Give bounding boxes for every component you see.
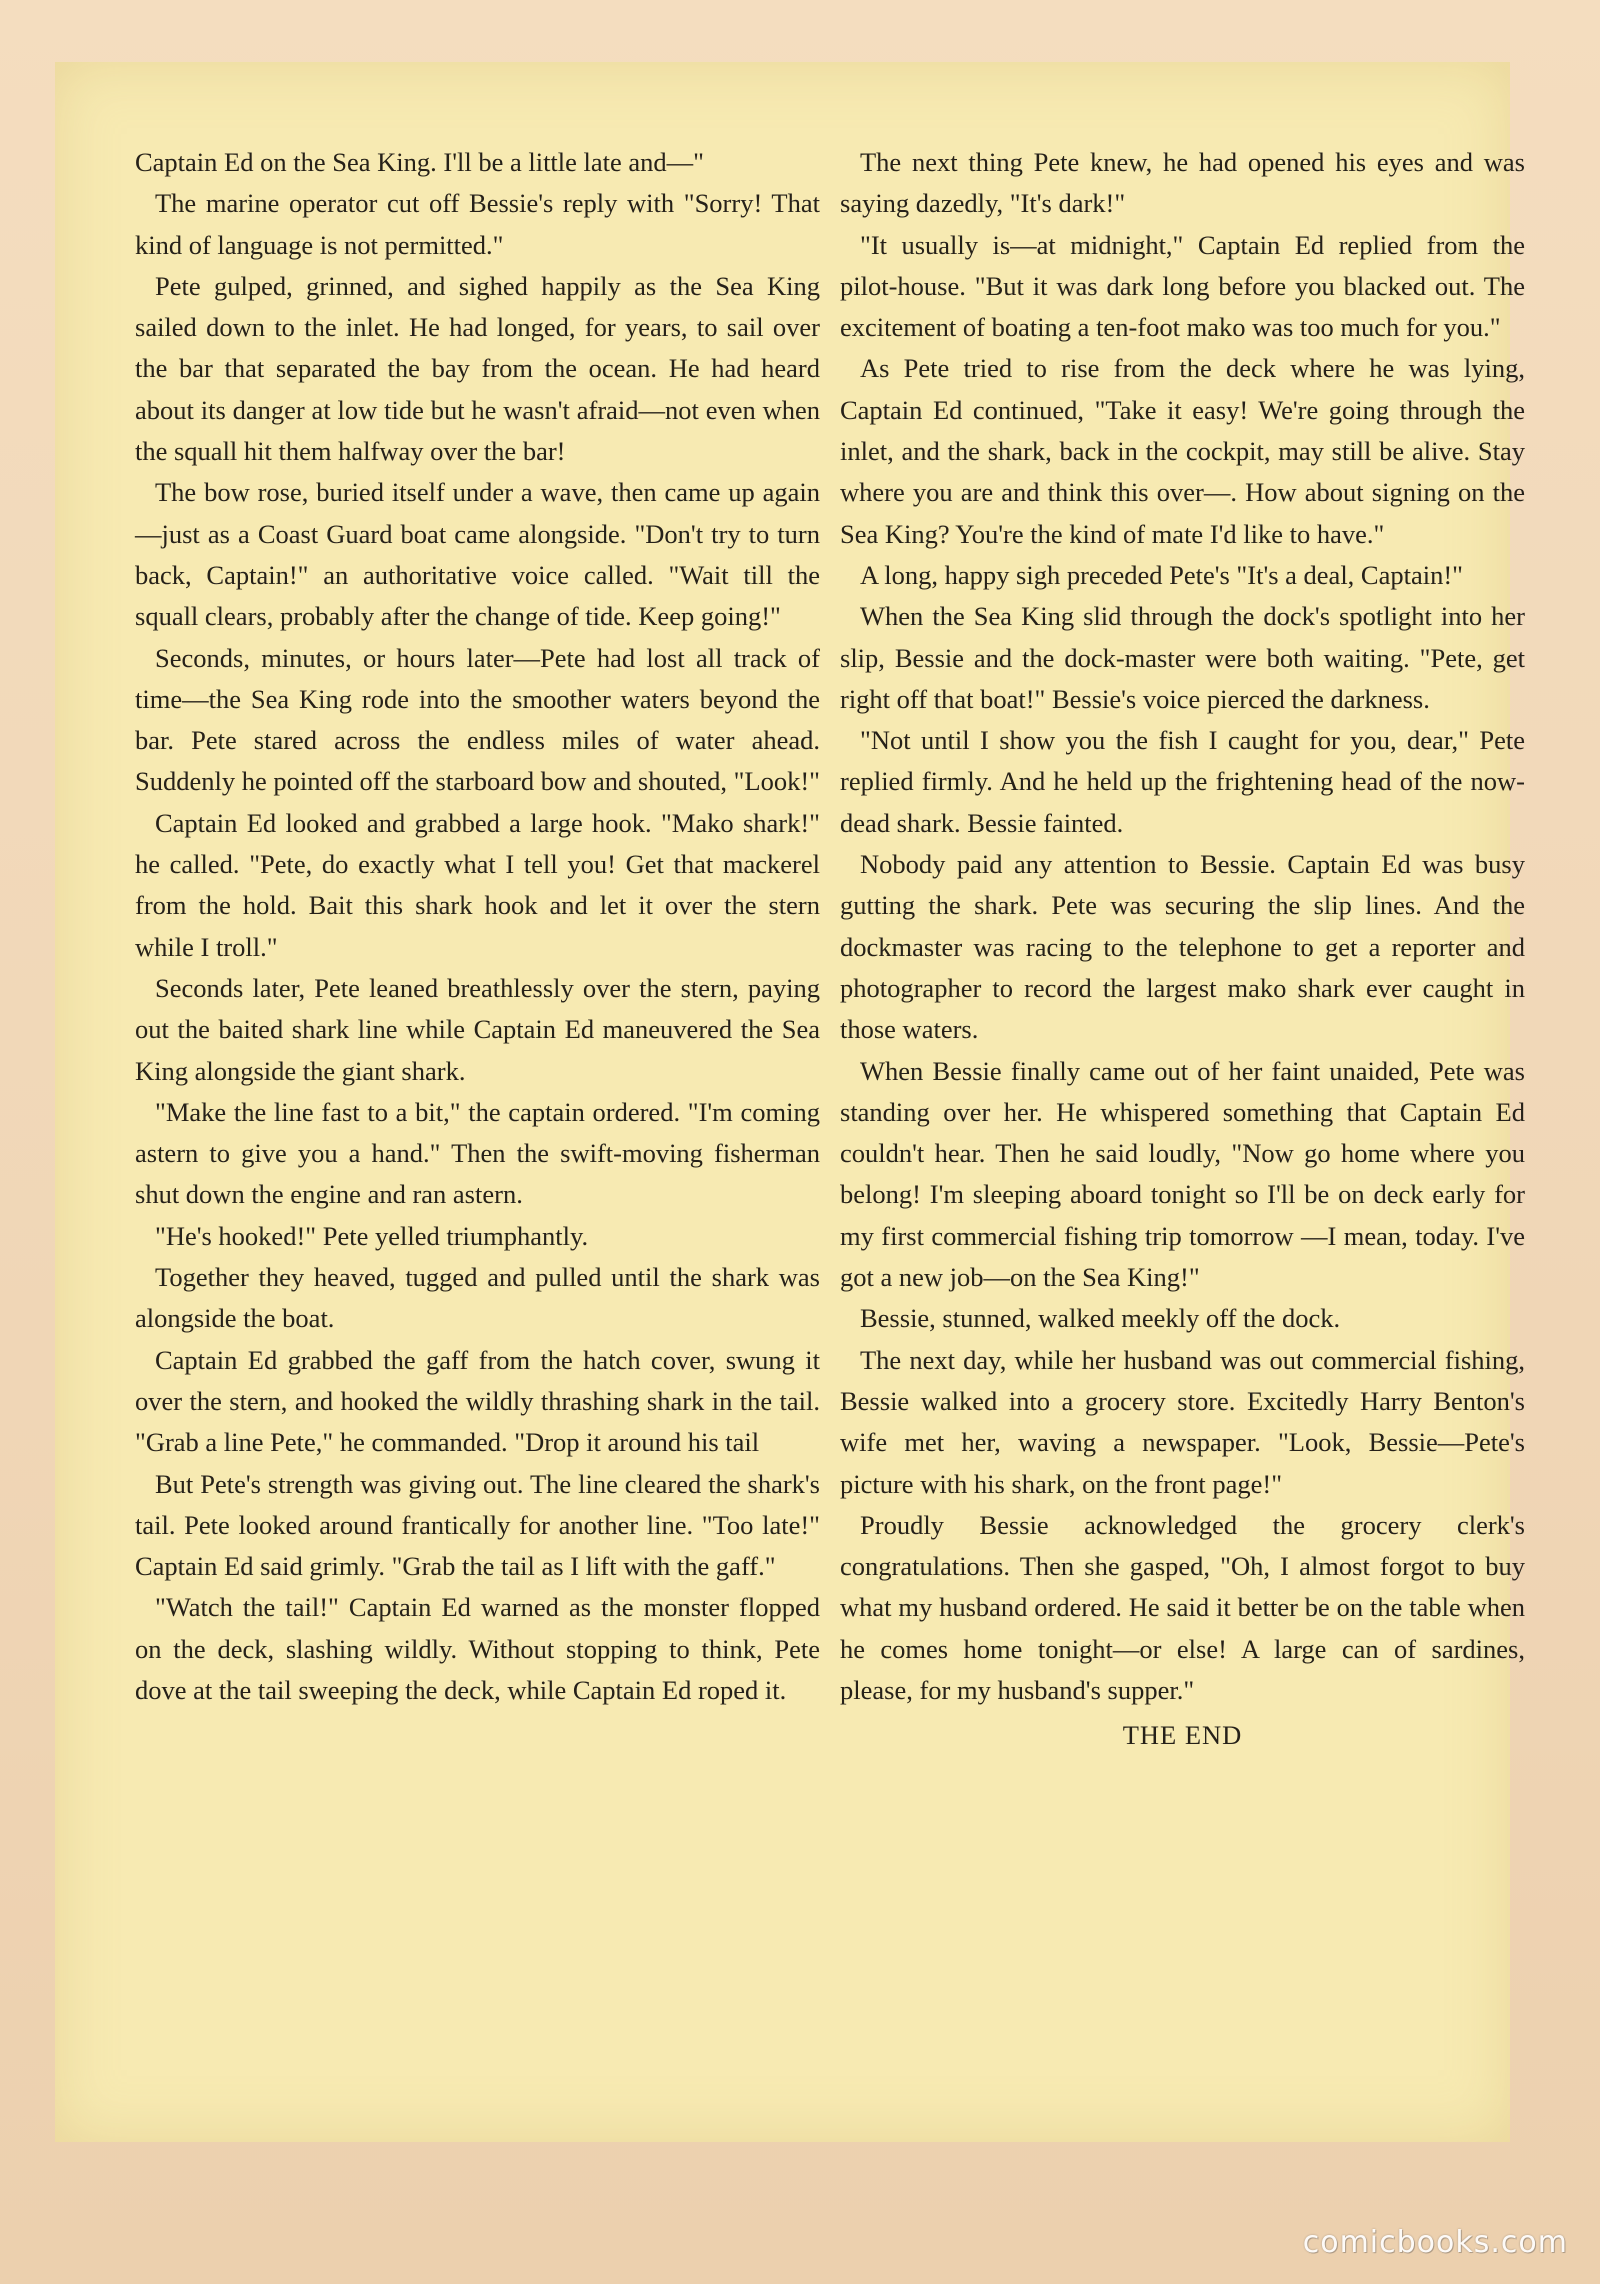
the-end-label: THE END	[1122, 1720, 1243, 1751]
story-paragraph: Captain Ed grabbed the gaff from the hatch cover, swung it over the stern, and hooked the wildly thrashing shark in the tail. "Grab a line Pete," he commanded. "Drop it around his tail	[135, 1344, 820, 1458]
story-paragraph: Proudly Bessie acknowledged the grocery clerk's congratulations. Then she gasped, "Oh, I almost forgot to buy what my husband ordered. He said it better be on the table when he comes home tonight—or else! A large can of sardines, please, for my husband's supper."	[840, 1509, 1525, 1705]
story-paragraph: Captain Ed looked and grabbed a large hook. "Mako shark!" he called. "Pete, do exactly what I tell you! Get that mackerel from the hold. Bait this shark hook and let it over the stern while I troll."	[135, 807, 820, 962]
story-paragraph: "Not until I show you the fish I caught for you, dear," Pete replied firmly. And he held up the frightening head of the now-dead shark. Bessie fainted.	[840, 725, 1525, 838]
story-paragraph: Nobody paid any attention to Bessie. Captain Ed was busy gutting the shark. Pete was securing the slip lines. And the dockmaster was racing to the telephone to get a reporter and photographer to record the largest mako shark ever caught in those waters.	[840, 849, 1525, 1045]
story-paragraph: "Make the line fast to a bit," the captain ordered. "I'm coming astern to give you a hand." Then the swift-moving fisherman shut down the engine and ran astern.	[135, 1096, 820, 1210]
story-paragraph: Captain Ed on the Sea King. I'll be a little late and—"	[135, 147, 704, 177]
right-text-column	[840, 142, 1525, 1757]
story-paragraph: The marine operator cut off Bessie's reply with "Sorry! That kind of language is not permitted."	[135, 188, 820, 260]
story-paragraph: As Pete tried to rise from the deck where he was lying, Captain Ed continued, "Take it easy! We're going through the inlet, and the shark, back in the cockpit, may still be alive. Stay where you are and think this over—. How about signing on the Sea King? You're the kind of mate I'd like to have."	[840, 353, 1525, 549]
story-paragraph: The bow rose, buried itself under a wave, then came up again—just as a Coast Guard boat came alongside. "Don't try to turn back, Captain!" an authoritative voice called. "Wait till the squall clears, probably after the change of tide. Keep going!"	[135, 477, 820, 632]
story-paragraph: Seconds later, Pete leaned breathlessly over the stern, paying out the baited shark line while Captain Ed maneuvered the Sea King alongside the giant shark.	[135, 972, 820, 1086]
story-paragraph: A long, happy sigh preceded Pete's "It's a deal, Captain!"	[860, 559, 1463, 590]
story-paragraph: "He's hooked!" Pete yelled triumphantly.	[155, 1220, 589, 1251]
story-paragraph: When the Sea King slid through the dock's spotlight into her slip, Bessie and the dock-master were both waiting. "Pete, get right off that boat!" Bessie's voice pierced the darkness.	[840, 601, 1525, 714]
site-watermark: comicbooks.com	[1302, 2225, 1568, 2260]
story-paragraph: But Pete's strength was giving out. The line cleared the shark's tail. Pete looked around frantically for another line. "Too late!" Captain Ed said grimly. "Grab the tail as I lift with the gaff."	[135, 1468, 820, 1582]
story-paragraph: "It usually is—at midnight," Captain Ed replied from the pilot-house. "But it was dark long before you blacked out. The excitement of boating a ten-foot mako was too much for you."	[840, 229, 1525, 343]
story-paragraph: Pete gulped, grinned, and sighed happily as the Sea King sailed down to the inlet. He had longed, for years, to sail over the bar that separated the bay from the ocean. He had heard about its danger at low tide but he wasn't afraid—not even when the squall hit them halfway over the bar!	[135, 270, 820, 467]
story-paragraph: Bessie, stunned, walked meekly off the dock.	[860, 1303, 1341, 1334]
story-text-panel	[55, 62, 1525, 2142]
story-paragraph: Together they heaved, tugged and pulled until the shark was alongside the boat.	[135, 1262, 820, 1334]
story-paragraph: The next day, while her husband was out commercial fishing, Bessie walked into a grocery store. Excitedly Harry Benton's wife met her, waving a newspaper. "Look, Bessie—Pete's picture with his shark, on the front page!"	[840, 1344, 1525, 1499]
story-paragraph: When Bessie finally came out of her faint unaided, Pete was standing over her. He whispered something that Captain Ed couldn't hear. Then he said loudly, "Now go home where you belong! I'm sleeping aboard tonight so I'll be on deck early for my first commercial fishing trip tomorrow —I mean, today. I've got a new job—on the Sea King!"	[840, 1055, 1525, 1293]
story-paragraph: Seconds, minutes, or hours later—Pete had lost all track of time—the Sea King rode into the smoother waters beyond the bar. Pete stared across the endless miles of water ahead. Suddenly he pointed off the starboard bow and shouted, "Look!"	[135, 642, 820, 797]
story-paragraph: "Watch the tail!" Captain Ed warned as the monster flopped on the deck, slashing wildly. Without stopping to think, Pete dove at the tail sweeping the deck, while Captain Ed roped it.	[135, 1592, 820, 1705]
story-paragraph: The next thing Pete knew, he had opened his eyes and was saying dazedly, "It's dark!"	[840, 147, 1525, 219]
left-text-column	[135, 142, 820, 1711]
